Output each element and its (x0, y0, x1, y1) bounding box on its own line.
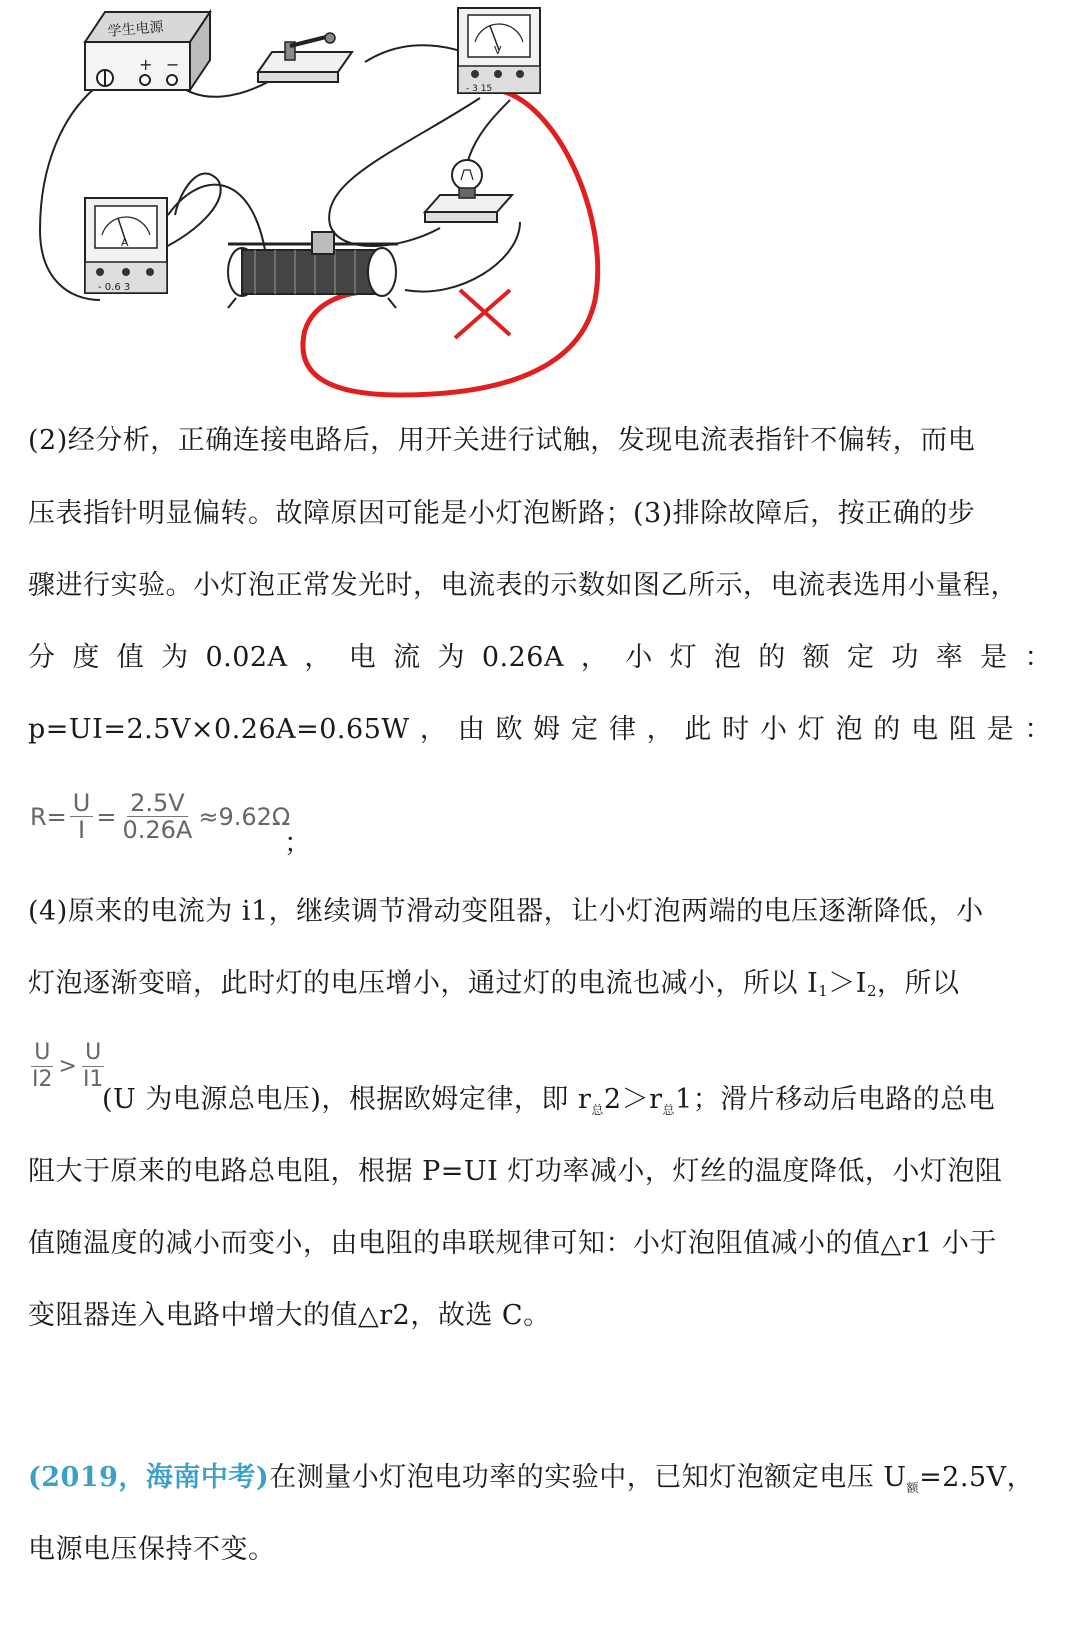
line9-subscript-zong-2: 总 (662, 1103, 676, 1117)
line4-token: 是 (980, 642, 1008, 673)
answer-line-5 (28, 710, 1052, 750)
answer-line-11: 值随温度的减小而变小，由电阻的串联规律可知：小灯泡阻值减小的值△r1 小于 (28, 1228, 997, 1259)
voltmeter-scale: - 3 15 (466, 84, 493, 94)
answer-line-2: 压表指针明显偏转。故障原因可能是小灯泡断路；(3)排除故障后，按正确的步 (28, 498, 976, 529)
formula-r-prefix: R= (30, 802, 67, 831)
question-part-b: =2.5V， (919, 1462, 1035, 1493)
line4-token: ： (1024, 642, 1052, 673)
power-supply-label: 学生电源 (106, 19, 165, 40)
line5-token: 阻 (948, 714, 977, 745)
ammeter-scale: - 0.6 3 (98, 282, 131, 293)
minus-terminal-label: − (166, 55, 180, 74)
line4-token: 度 (72, 642, 100, 673)
question-citation: (2019，海南中考) (28, 1462, 270, 1493)
circuit-diagram (0, 0, 1080, 410)
line4-token: 0.26A (481, 642, 564, 673)
line5-token: p=UI=2.5V×0.26A=0.65W (28, 714, 410, 745)
line4-token: 定 (847, 642, 875, 673)
line9-part-c: 1；滑片移动后电路的总电 (675, 1084, 996, 1115)
line5-token: 电 (911, 714, 939, 745)
formula-semicolon: ； (284, 828, 312, 859)
voltmeter-symbol: V (494, 44, 502, 57)
fraction-numerator: U (31, 1040, 53, 1067)
line9-subscript-zong-1: 总 (591, 1103, 604, 1117)
line8-part-a: 灯泡逐渐变暗，此时灯的电压增小，通过灯的电流也减小，所以 I (28, 968, 819, 999)
fraction-u-over-i (70, 790, 94, 843)
formula-r-result: ≈9.62Ω (198, 802, 291, 831)
fraction-numerator: 2.5V (127, 790, 188, 817)
fraction-denominator: I2 (32, 1067, 53, 1092)
line5-token: 是 (986, 714, 1015, 745)
line4-token: 为 (161, 642, 189, 673)
light-bulb (425, 160, 512, 222)
sliding-rheostat (228, 232, 398, 308)
ammeter (85, 198, 167, 293)
line5-token: 小 (759, 714, 788, 745)
question-subscript-e: 额 (906, 1481, 920, 1495)
line4-token: 泡 (713, 642, 742, 673)
current-comparison-formula (26, 1040, 109, 1093)
line4-token: 小 (625, 642, 653, 673)
line4-token: ， (580, 642, 609, 673)
line5-token: 泡 (835, 714, 863, 745)
line8-subscript-2: 2 (866, 982, 878, 1000)
answer-line-9 (102, 1080, 1052, 1130)
answer-line-4 (28, 638, 1052, 678)
answer-line-10: 阻大于原来的电路总电阻，根据 P=UI 灯功率减小，灯丝的温度降低，小灯泡阻 (28, 1156, 1003, 1187)
line5-token: 时 (722, 714, 750, 745)
answer-line-3: 骤进行实验。小灯泡正常发光时，电流表的示数如图乙所示，电流表选用小量程， (28, 570, 1018, 601)
fraction-denominator: I (78, 816, 86, 844)
line4-token: ， (304, 642, 332, 673)
line5-token: 姆 (533, 714, 561, 745)
line9-part-a: (U 为电源总电压)，根据欧姆定律，即 r (102, 1084, 592, 1115)
ammeter-symbol: A (121, 236, 129, 249)
fraction-denominator: I1 (82, 1067, 104, 1092)
line4-token: 为 (437, 642, 465, 673)
question-part-a: 在测量小灯泡电功率的实验中，已知灯泡额定电压 U (269, 1462, 907, 1493)
line4-token: 灯 (669, 642, 698, 673)
line4-token: 电 (348, 642, 377, 673)
question-line-1 (28, 1458, 1052, 1508)
line4-token: 分 (28, 642, 56, 673)
line5-token: 的 (873, 714, 901, 745)
line5-token: 灯 (797, 714, 826, 745)
power-supply (85, 12, 210, 90)
switch (258, 33, 352, 82)
line5-token: 定 (571, 714, 599, 745)
line5-token: ， (419, 714, 448, 745)
line5-token: 此 (684, 714, 712, 745)
fraction-u-over-i2 (29, 1040, 56, 1093)
line4-token: 率 (935, 642, 964, 673)
fraction-numerator: U (82, 1040, 104, 1067)
voltmeter (458, 8, 540, 94)
answer-line-8 (28, 964, 1052, 1011)
line8-subscript-1: 1 (818, 982, 829, 1000)
line4-token: 额 (802, 642, 831, 673)
formula-greater-than: > (58, 1054, 77, 1079)
line4-token: 0.02A (205, 642, 288, 673)
fraction-values (119, 790, 195, 843)
cross-mark-icon (455, 290, 510, 338)
line8-greater: ＞I (828, 968, 867, 999)
answer-line-7: (4)原来的电流为 i1，继续调节滑动变阻器，让小灯泡两端的电压逐渐降低，小 (28, 896, 984, 927)
line5-token: ： (1024, 714, 1052, 745)
resistance-formula (30, 790, 290, 843)
line5-token: ， (646, 714, 675, 745)
line5-token: 律 (608, 714, 637, 745)
line4-token: 功 (891, 642, 919, 673)
line8-part-b: ，所以 (877, 968, 960, 999)
question-line-2: 电源电压保持不变。 (28, 1534, 276, 1565)
plus-terminal-label: + (139, 55, 153, 74)
formula-r-equals: = (96, 802, 117, 831)
line4-token: 的 (758, 642, 786, 673)
line4-token: 值 (116, 642, 145, 673)
line4-token: 流 (393, 642, 421, 673)
fraction-denominator: 0.26A (122, 816, 193, 844)
line5-token: 由 (457, 714, 486, 745)
line5-token: 欧 (495, 714, 523, 745)
answer-line-12: 变阻器连入电路中增大的值△r2，故选 C。 (28, 1300, 551, 1331)
line9-part-b: 2＞r (603, 1084, 663, 1115)
fraction-numerator: U (70, 790, 94, 817)
answer-line-1: (2)经分析，正确连接电路后，用开关进行试触，发现电流表指针不偏转，而电 (28, 425, 976, 456)
